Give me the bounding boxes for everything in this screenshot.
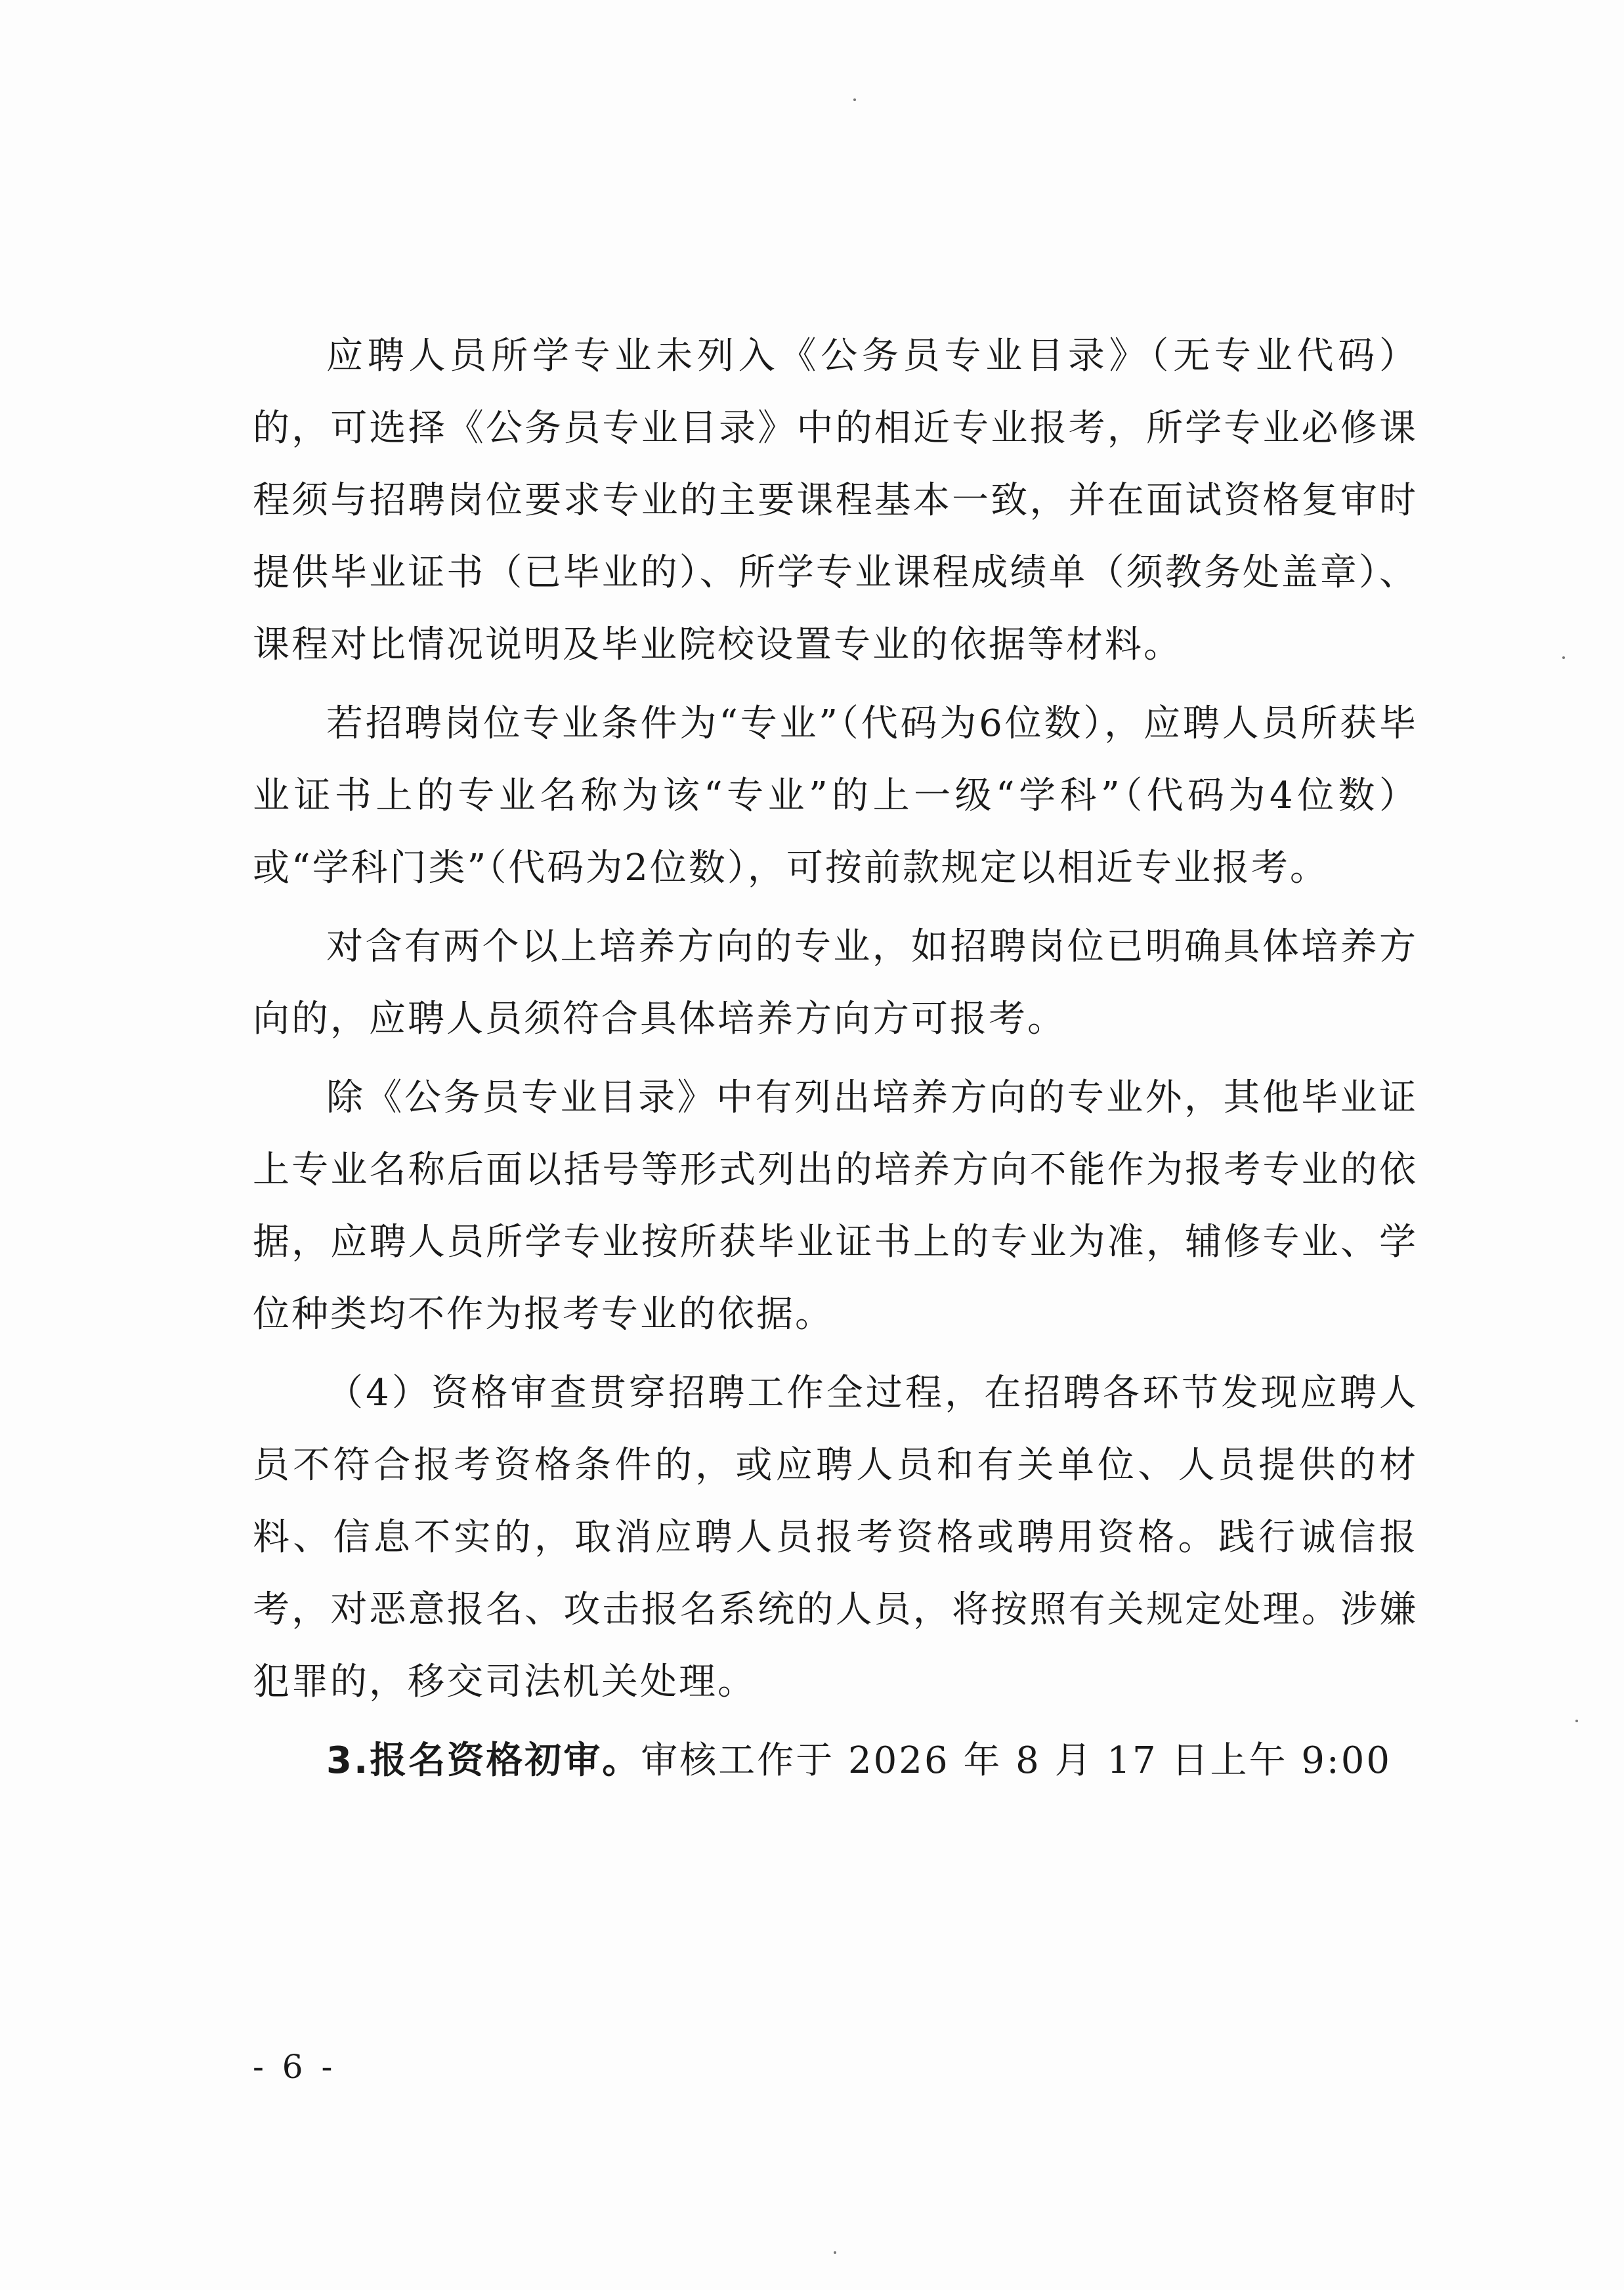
paragraph: 若招聘岗位专业条件为“专业”（代码为6位数），应聘人员所获毕业证书上的专业名称为该“专业”的上一级“学科”（代码为4位数）或“学科门类”（代码为2位数），可按前款规定以相近专业报考。 — [253, 702, 1418, 889]
paragraph — [253, 1725, 1418, 1797]
paragraph: 除《公务员专业目录》中有列出培养方向的专业外，其他毕业证上专业名称后面以括号等形式列出的培养方向不能作为报考专业的依据，应聘人员所学专业按所获毕业证书上的专业为准，辅修专业、学位种类均不作为报考专业的依据。 — [253, 1076, 1418, 1336]
paragraph: 应聘人员所学专业未列入《公务员专业目录》（无专业代码）的，可选择《公务员专业目录》中的相近专业报考，所学专业必修课程须与招聘岗位要求专业的主要课程基本一致，并在面试资格复审时提供毕业证书（已毕业的）、所学专业课程成绩单（须教务处盖章）、课程对比情况说明及毕业院校设置专业的依据等材料。 — [253, 335, 1418, 666]
paragraph: 对含有两个以上培养方向的专业，如招聘岗位已明确具体培养方向的，应聘人员须符合具体培养方向方可报考。 — [253, 925, 1418, 1040]
scan-speck — [834, 2251, 836, 2254]
page-number: - 6 - — [253, 2048, 337, 2086]
paragraph: （4）资格审查贯穿招聘工作全过程，在招聘各环节发现应聘人员不符合报考资格条件的，或应聘人员和有关单位、人员提供的材料、信息不实的，取消应聘人员报考资格或聘用资格。践行诚信报考，对恶意报名、攻击报名系统的人员，将按照有关规定处理。涉嫌犯罪的，移交司法机关处理。 — [253, 1372, 1418, 1703]
scan-speck — [853, 98, 856, 101]
scan-speck — [1562, 656, 1565, 659]
scan-speck — [1575, 1720, 1578, 1722]
document-body — [253, 320, 1418, 1797]
paragraph-text: 审核工作于 2026 年 8 月 17 日上午 9:00 — [641, 1739, 1392, 1782]
section-heading: 3.报名资格初审。 — [326, 1739, 641, 1782]
